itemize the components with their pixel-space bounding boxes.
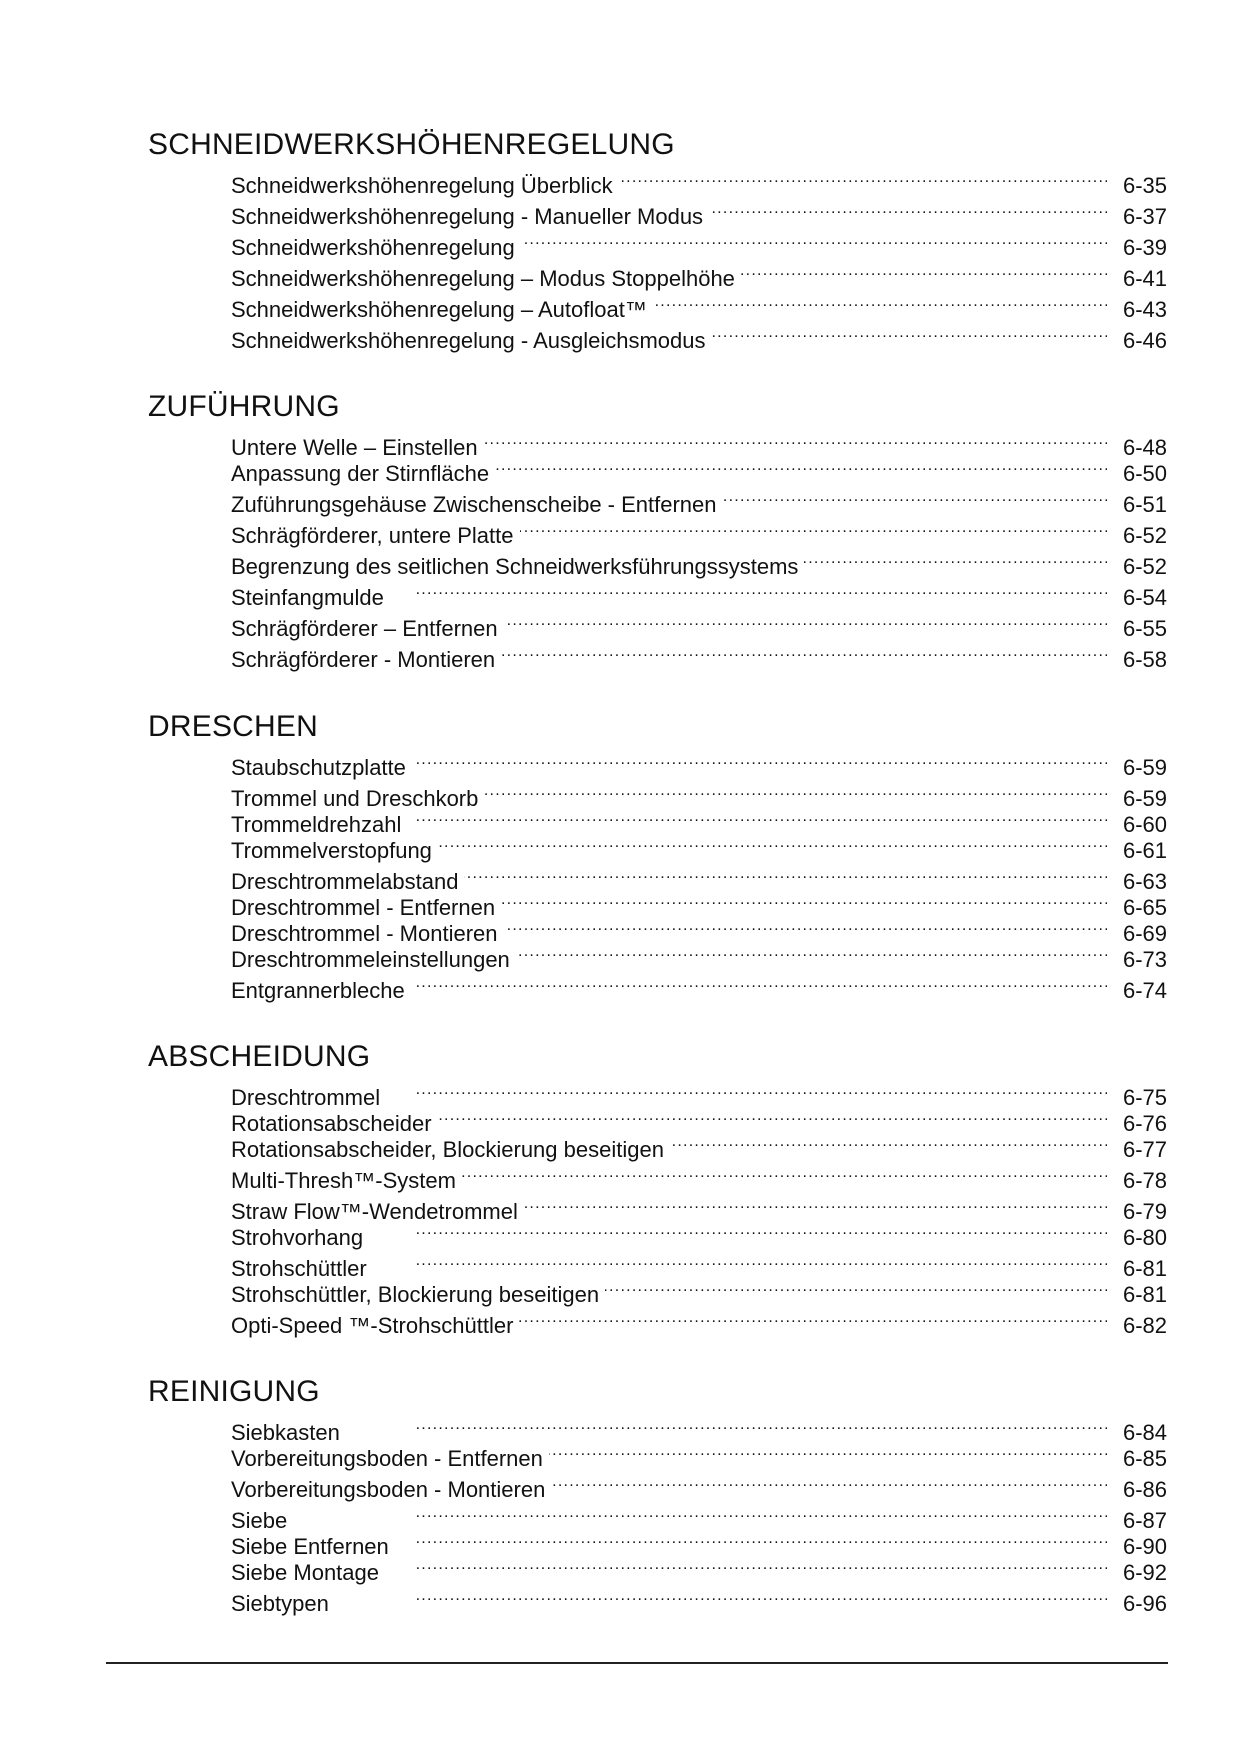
toc-entry-page: 6-84 (1122, 1420, 1167, 1445)
dot-leader (412, 745, 1107, 775)
dot-leader (516, 937, 1107, 967)
dot-leader (709, 194, 1107, 224)
toc-entry-label: Rotationsabscheider (231, 1111, 432, 1136)
toc-entry[interactable] (231, 513, 1167, 548)
dot-leader (653, 287, 1107, 317)
toc-entry-label: Vorbereitungsboden - Montieren (231, 1477, 546, 1502)
toc-entry-label: Schneidwerkshöhenregelung – Modus Stoppelhöhe (231, 266, 735, 291)
toc-entry-label: Rotationsabscheider, Blockierung beseitigen (231, 1137, 664, 1162)
toc-entry-page: 6-78 (1122, 1168, 1167, 1193)
section-heading: SCHNEIDWERKSHÖHENREGELUNG (148, 128, 675, 161)
toc-entry[interactable] (231, 937, 1167, 972)
toc-entry-label: Strohschüttler, Blockierung beseitigen (231, 1282, 600, 1307)
toc-entry-label: Schrägförderer - Montieren (231, 647, 496, 672)
toc-entry-page: 6-80 (1122, 1225, 1167, 1250)
dot-leader (335, 1581, 1107, 1611)
toc-entry-label: Strohschüttler (231, 1256, 367, 1281)
toc-entry-label: Schneidwerkshöhenregelung - Manueller Modus (231, 204, 704, 229)
toc-entry-label: Trommel und Dreschkorb (231, 786, 479, 811)
dot-leader (369, 1215, 1107, 1245)
dot-leader (519, 1303, 1107, 1333)
dot-leader (605, 1272, 1107, 1302)
toc-entry-page: 6-65 (1122, 895, 1167, 920)
toc-entry[interactable] (231, 1303, 1167, 1338)
dot-leader (520, 513, 1108, 543)
toc-entry-label: Begrenzung des seitlichen Schneidwerksführungssystems (231, 554, 799, 579)
toc-entry-page: 6-41 (1122, 266, 1167, 291)
toc-entry-page: 6-46 (1122, 328, 1167, 353)
toc-entry[interactable] (231, 745, 1167, 780)
dot-leader (411, 968, 1107, 998)
toc-entry[interactable] (231, 1158, 1167, 1193)
toc-entry-label: Siebe Montage (231, 1560, 379, 1585)
toc-entry-label: Schrägförderer, untere Platte (231, 523, 514, 548)
toc-entry-page: 6-73 (1122, 947, 1167, 972)
toc-entry[interactable] (231, 1215, 1167, 1250)
toc-entry-label: Staubschutzplatte (231, 755, 406, 780)
toc-entry-page: 6-51 (1122, 492, 1167, 517)
toc-entry[interactable] (231, 1272, 1167, 1307)
toc-entry-page: 6-37 (1122, 204, 1167, 229)
toc-entry-label: Dreschtrommel (231, 1085, 381, 1110)
toc-entry[interactable] (231, 544, 1167, 579)
toc-entry-label: Schneidwerkshöhenregelung – Autofloat™ (231, 297, 647, 322)
dot-leader (723, 482, 1107, 512)
toc-entry-page: 6-43 (1122, 297, 1167, 322)
toc-entry[interactable] (231, 1581, 1167, 1616)
toc-entry[interactable] (231, 828, 1167, 863)
toc-entry-page: 6-39 (1122, 235, 1167, 260)
toc-entry-label: Schneidwerkshöhenregelung Überblick (231, 173, 613, 198)
dot-leader (670, 1127, 1107, 1157)
toc-entry-page: 6-86 (1122, 1477, 1167, 1502)
toc-entry-page: 6-59 (1122, 755, 1167, 780)
toc-entry[interactable] (231, 256, 1167, 291)
toc-entry[interactable] (231, 1436, 1167, 1471)
toc-entry[interactable] (231, 606, 1167, 641)
toc-entry[interactable] (231, 225, 1167, 260)
toc-entry-label: Entgrannerbleche (231, 978, 405, 1003)
toc-entry[interactable] (231, 968, 1167, 1003)
toc-entry[interactable] (231, 1127, 1167, 1162)
toc-entry[interactable] (231, 1550, 1167, 1585)
toc-entry-page: 6-92 (1122, 1560, 1167, 1585)
toc-entry-page: 6-90 (1122, 1534, 1167, 1559)
toc-entry-label: Schrägförderer – Entfernen (231, 616, 498, 641)
toc-entry-label: Siebkasten (231, 1420, 340, 1445)
toc-entry-label: Siebe Entfernen (231, 1534, 389, 1559)
toc-entry-label: Dreschtrommelabstand (231, 869, 459, 894)
dot-leader (438, 828, 1107, 858)
toc-entry-page: 6-81 (1122, 1282, 1167, 1307)
toc-entry[interactable] (231, 575, 1167, 610)
section-heading: DRESCHEN (148, 710, 318, 743)
toc-entry-page: 6-50 (1122, 461, 1167, 486)
toc-entry-label: Zuführungsgehäuse Zwischenscheibe - Entfernen (231, 492, 717, 517)
toc-entry-page: 6-52 (1122, 554, 1167, 579)
toc-entry-page: 6-48 (1122, 435, 1167, 460)
toc-entry-page: 6-55 (1122, 616, 1167, 641)
dot-leader (390, 575, 1107, 605)
toc-entry-page: 6-60 (1122, 812, 1167, 837)
toc-entry[interactable] (231, 287, 1167, 322)
toc-entry-label: Straw Flow™-Wendetrommel (231, 1199, 518, 1224)
toc-entry-page: 6-77 (1122, 1137, 1167, 1162)
section-heading: ZUFÜHRUNG (148, 390, 340, 423)
footer-divider (106, 1662, 1168, 1664)
toc-entry-label: Multi-Thresh™-System (231, 1168, 456, 1193)
dot-leader (804, 544, 1107, 574)
dot-leader (712, 318, 1107, 348)
dot-leader (495, 451, 1107, 481)
toc-entry-label: Schneidwerkshöhenregelung - Ausgleichsmodus (231, 328, 706, 353)
toc-entry[interactable] (231, 1467, 1167, 1502)
toc-entry-page: 6-52 (1122, 523, 1167, 548)
toc-entry-page: 6-87 (1122, 1508, 1167, 1533)
toc-entry-page: 6-74 (1122, 978, 1167, 1003)
toc-entry-label: Schneidwerkshöhenregelung (231, 235, 515, 260)
toc-entry[interactable] (231, 163, 1167, 198)
toc-entry-label: Siebtypen (231, 1591, 329, 1616)
dot-leader (462, 1158, 1107, 1188)
toc-entry[interactable] (231, 451, 1167, 486)
toc-entry[interactable] (231, 482, 1167, 517)
toc-entry-page: 6-54 (1122, 585, 1167, 610)
dot-leader (549, 1436, 1107, 1466)
toc-entry-label: Dreschtrommeleinstellungen (231, 947, 510, 972)
toc-entry-page: 6-63 (1122, 869, 1167, 894)
section-heading: REINIGUNG (148, 1375, 320, 1408)
toc-entry-label: Dreschtrommel - Entfernen (231, 895, 496, 920)
toc-entry-label: Dreschtrommel - Montieren (231, 921, 498, 946)
section-heading: ABSCHEIDUNG (148, 1040, 371, 1073)
dot-leader (741, 256, 1107, 286)
toc-entry-page: 6-59 (1122, 786, 1167, 811)
toc-entry-label: Steinfangmulde (231, 585, 384, 610)
toc-entry-page: 6-61 (1122, 838, 1167, 863)
dot-leader (619, 163, 1107, 193)
toc-entry[interactable] (231, 637, 1167, 672)
dot-leader (521, 225, 1107, 255)
toc-entry-label: Opti-Speed ™-Strohschüttler (231, 1313, 514, 1338)
toc-entry-page: 6-96 (1122, 1591, 1167, 1616)
dot-leader (504, 606, 1107, 636)
toc-entry-page: 6-35 (1122, 173, 1167, 198)
dot-leader (501, 637, 1107, 667)
toc-entry-page: 6-85 (1122, 1446, 1167, 1471)
toc-entry-label: Anpassung der Stirnfläche (231, 461, 490, 486)
toc-entry-page: 6-76 (1122, 1111, 1167, 1136)
toc-entry-label: Siebe (231, 1508, 288, 1533)
dot-leader (551, 1467, 1107, 1497)
toc-entry[interactable] (231, 194, 1167, 229)
toc-entry-page: 6-75 (1122, 1085, 1167, 1110)
toc-entry-page: 6-58 (1122, 647, 1167, 672)
dot-leader (385, 1550, 1107, 1580)
toc-entry-label: Trommelverstopfung (231, 838, 432, 863)
toc-entry-label: Vorbereitungsboden - Entfernen (231, 1446, 543, 1471)
toc-entry-page: 6-79 (1122, 1199, 1167, 1224)
toc-entry[interactable] (231, 318, 1167, 353)
toc-entry-page: 6-81 (1122, 1256, 1167, 1281)
toc-entry-page: 6-82 (1122, 1313, 1167, 1338)
toc-entry-label: Untere Welle – Einstellen (231, 435, 478, 460)
toc-entry-label: Trommeldrehzahl (231, 812, 402, 837)
toc-entry-label: Strohvorhang (231, 1225, 364, 1250)
toc-entry-page: 6-69 (1122, 921, 1167, 946)
